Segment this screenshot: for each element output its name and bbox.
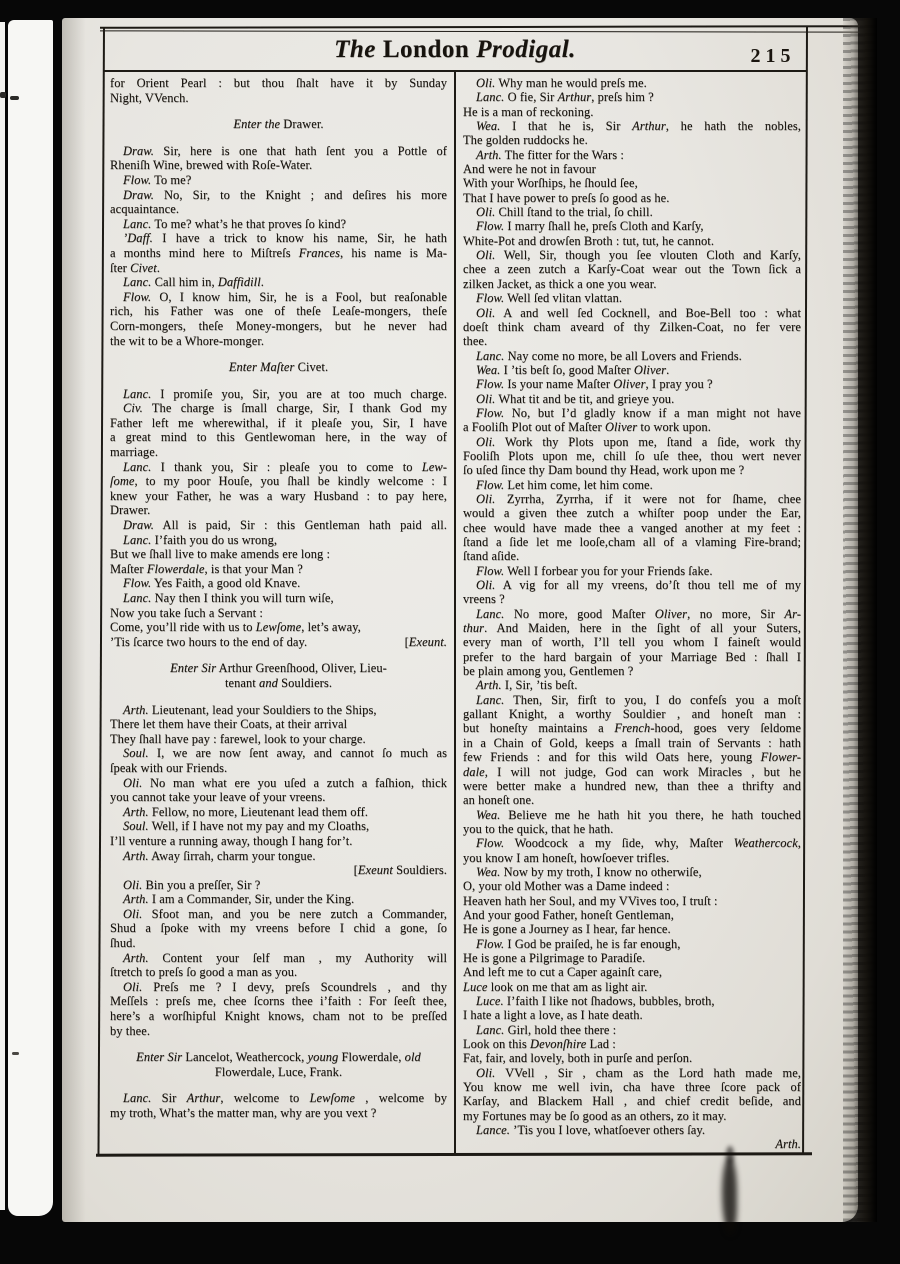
play-text-line: He is gone a Pilgrimage to Paradiſe. — [463, 950, 646, 965]
blank-spacer — [110, 1079, 447, 1091]
play-text-line: the wit to be a Whore-monger. — [110, 333, 265, 348]
play-text-line: gallant Knight, a worthy Souldier , and honeſt man : — [463, 707, 801, 722]
play-text-line: Lanc. I promiſe you, Sir, you are at too much charge. — [123, 386, 447, 401]
play-text-line: a months mind here to Miſtreſs Frances, his name is Ma- — [110, 245, 447, 260]
play-text-line: you cannot take your leave of your vreens. — [110, 790, 326, 805]
play-text-line: rich, his Father was one of theſe Leaſe-mongers, theſe — [110, 304, 447, 319]
play-text-line: ſtand aſide. — [463, 549, 520, 564]
play-text-line: Shud a ſpoke with my vreens before I chid a gone, ſo — [110, 921, 447, 936]
blank-spacer — [110, 649, 447, 661]
play-text-line: He is a man of reckoning. — [463, 104, 594, 119]
play-text-line: And your good Father, honeſt Gentleman, — [463, 907, 674, 922]
play-text-line: Come, you’ll ride with us to Lewſome, let’s away, — [110, 620, 361, 635]
blank-spacer — [110, 375, 447, 387]
stage-direction-line: Flowerdale, Luce, Frank. — [214, 1064, 343, 1079]
frame-rule-top-inner — [100, 30, 860, 33]
play-text-line: Maſter Flowerdale, is that your Man ? — [110, 561, 303, 576]
play-text-line: Lanc. Girl, hold thee there : — [476, 1022, 617, 1037]
play-text-line: zilken Jacket, as thick a one you wear. — [463, 276, 657, 291]
play-text-line: Flow. Well I forbear you for your Friends ſake. — [476, 563, 713, 578]
running-title-the: The — [334, 36, 376, 63]
play-text-line: Lanc. Nay then I think you will turn wiſe, — [123, 591, 334, 605]
play-text-line: Arth. I, Sir, ’tis beſt. — [476, 678, 578, 693]
play-text-line: Arth. Content your ſelf man , my Authority will — [123, 950, 447, 965]
frame-rule-top-outer — [100, 25, 860, 29]
play-text-line: Draw. Sir, here is one that hath ſent you a Pottle of — [123, 143, 447, 158]
play-text-line: ſtand a ſide let me looſe,cham all of a vlaming Fire-brand; — [463, 535, 801, 549]
play-text-line: vreens ? — [463, 592, 505, 607]
play-text-line: Corn-mongers, theſe Money-mongers, but he never had — [110, 318, 447, 333]
book-page — [62, 18, 858, 1222]
play-text-line: And left me to cut a Caper againſt care, — [463, 965, 663, 980]
play-text-line: But we ſhall live to make amends ere long : — [110, 547, 331, 562]
play-text-line: knew your Father, he was a wary Husband : to pay here, — [110, 488, 447, 503]
frame-rule-right — [802, 27, 808, 1155]
stage-direction-line: Enter Sir Arthur Greenſhood, Oliver, Lieu- — [170, 661, 387, 676]
left-text-column — [110, 76, 447, 1121]
play-text-line: Oli. Bin you a preſſer, Sir ? — [123, 877, 261, 892]
play-text-line: Lanc. Nay come no more, be all Lovers and Friends. — [476, 348, 742, 363]
play-text-line: Lanc. To me? what’s he that proves ſo kind? — [123, 216, 347, 231]
play-text-line: dale, I will not judge, God can work Miracles , but he — [463, 764, 801, 779]
play-text-line: Lanc. Call him in, Daffidill. — [123, 275, 264, 290]
blank-spacer — [110, 105, 447, 117]
play-text-line: ſhud. — [110, 936, 136, 951]
play-text-line: for Orient Pearl : but thou ſhalt have it by Sunday — [110, 76, 447, 90]
play-text-line: Fat, fair, and lovely, both in purſe and perſon. — [463, 1051, 693, 1066]
running-title — [103, 36, 807, 64]
play-text-line: ſome, to my poor Houſe, you ſhall be kindly welcome : I — [110, 474, 447, 489]
blank-spacer — [110, 348, 447, 360]
play-text-line: Oli. Chill ſtand to the trial, ſo chill. — [476, 205, 653, 220]
play-text-line: Flow. Woodcock a my ſide, why, Maſter Weathercock, — [476, 836, 801, 851]
play-text-line: Oli. Zyrrha, Zyrrha, if it were not for ſhame, chee — [476, 491, 801, 506]
play-text-line: Now you take ſuch a Servant : — [110, 605, 263, 620]
play-text-line: Luce look on me that am as light air. — [463, 979, 648, 994]
play-text-line: my Fortunes may be ſo good as an others, zo it may. — [463, 1108, 727, 1123]
play-text-line: Flow. Is your name Maſter Oliver, I pray you ? — [476, 377, 713, 392]
right-note-line: Arth. — [775, 1137, 801, 1152]
play-text-line: ſo uſed ſince thy Dam bound thy Head, work upon me ? — [463, 463, 745, 478]
frame-rule-bottom — [96, 1152, 812, 1156]
play-text-line: ’Daff. I have a trick to know his name, Sir, he hath — [123, 231, 447, 246]
play-text-line: chee would have made thee a vanged another at my feet : — [463, 520, 801, 535]
play-text-line: Oli. A and well ſed Cocknell, and Boe-Bell too : what — [476, 305, 801, 320]
play-text-line: a great mind to this Gentlewoman here, in the way of — [110, 430, 447, 445]
play-text-line: You know me well ivin, cha have three ſcore pack of — [463, 1080, 801, 1095]
play-text-line: Oli. No man what ere you uſed a zutch a faſhion, thick — [123, 775, 447, 790]
play-text-line: Karſay, and Blackem Hall , and chief credit beſide, and — [463, 1094, 801, 1109]
play-text-line: Flow. Yes Faith, a good old Knave. — [123, 576, 301, 591]
play-text-line: but honeſty maintains a French-hood, goes very ſeldome — [463, 721, 801, 736]
play-text-line: Wea. Now by my troth, I know no otherwiſe, — [476, 864, 702, 879]
play-text-line: few Friends : and for this wild Oats here, young Flower- — [463, 750, 801, 765]
scan-artifact — [12, 1052, 19, 1055]
play-text-line: Flow. Well ſed vlitan vlattan. — [476, 291, 623, 306]
play-text-line: Night, VVench. — [110, 90, 189, 105]
play-text-line: O, your old Mother was a Dame indeed : — [463, 879, 670, 894]
play-text-line: a Fooliſh Plot out of Maſter Oliver to work upon. — [463, 420, 711, 435]
play-text-line: Lanc. Then, Sir, firſt to you, I do confeſs you a moſt — [476, 692, 801, 707]
play-text-line: There let them have their Coats, at their arrival — [110, 717, 348, 732]
play-text-line: Drawer. — [110, 503, 151, 518]
scan-artifact — [10, 96, 19, 100]
play-text-line: Lanc. O fie, Sir Arthur, preſs him ? — [476, 90, 654, 105]
play-text-line: They ſhall have pay : farewel, look to your charge. — [110, 731, 366, 746]
play-text-line: be plain among you, Gentlemen ? — [463, 664, 634, 679]
play-text-line: That I have power to preſs ſo good as he. — [463, 190, 670, 205]
play-text-line: thee. — [463, 334, 488, 349]
play-text-line: I hate a light a love, as I hate death. — [463, 1008, 643, 1023]
column-divider-rule — [454, 71, 456, 1153]
play-text-line: Flow. O, I know him, Sir, he is a Fool, but reaſonable — [123, 289, 447, 304]
play-text-line: I’ll venture a running away, though I hang for’t. — [110, 833, 353, 848]
play-text-line: Oli. What tit and be tit, and grieye you. — [476, 391, 675, 406]
play-text-line: Oli. Why man he would preſs me. — [476, 76, 647, 90]
play-text-line: ſter Civet. — [110, 260, 160, 275]
play-text-line: Flow. I marry ſhall he, preſs Cloth and Karſy, — [476, 219, 704, 234]
play-text-line: Rheniſh Wine, brewed with Roſe-Water. — [110, 158, 313, 173]
play-text-line: Arth. Away ſirrah, charm your tongue. — [123, 848, 316, 863]
play-text-line: And were he not in favour — [463, 162, 596, 177]
ink-smudge — [722, 1158, 737, 1234]
play-text-line: my troth, What’s the matter man, why are you vext ? — [110, 1106, 377, 1120]
play-text-line: Lanc. No more, good Maſter Oliver, no more, Sir Ar- — [476, 606, 801, 621]
play-text-line: an honeſt one. — [463, 793, 535, 808]
page-number: 215 — [750, 45, 796, 67]
play-text-line: Arth. Lieutenant, lead your Souldiers to the Ships, — [123, 702, 377, 717]
play-text-line: The golden ruddocks he. — [463, 133, 588, 148]
play-text-line — [110, 635, 447, 650]
play-text-line: Draw. All is paid, Sir : this Gentleman hath paid all. — [123, 518, 447, 533]
play-text-line: Arth. Fellow, no more, Lieutenant lead them off. — [123, 804, 368, 819]
play-text-line: Soul. Well, if I have not my pay and my Cloaths, — [123, 819, 370, 834]
adjacent-page-edge — [8, 20, 53, 1216]
play-text-line: Wea. I that he is, Sir Arthur, he hath the nobles, — [476, 119, 801, 134]
play-text-line: here’s a worſhipful Knight knows, cham not to be preſſed — [110, 1009, 447, 1024]
play-text-line: Fooliſh Plots upon me, chill ſo uſe thee, thou wert never — [463, 448, 801, 463]
play-text-line: Draw. No, Sir, to the Knight ; and deſires his more — [123, 187, 447, 202]
play-text-line: doeſt think cham aveard of thy Zilken-Coat, no fer vere — [463, 319, 801, 334]
scan-artifact — [0, 92, 6, 98]
play-text-line: Soul. I, we are now ſent away, and cannot ſo much as — [123, 746, 447, 761]
play-text-line: Oli. Well, Sir, though you ſee vlouten Cloth and Karſy, — [476, 248, 801, 263]
play-text-line: Flow. No, but I’d gladly know if a man might not have — [476, 405, 801, 420]
play-text-line: Lanc. Sir Arthur, welcome to Lewſome , welcome by — [123, 1091, 447, 1106]
play-text-line: Wea. Believe me he hath hit you there, he hath touched — [476, 807, 801, 822]
play-text-line: acquaintance. — [110, 202, 180, 217]
blank-spacer — [110, 691, 447, 703]
play-text-line: chee a zeen zutch a Karſy-Coat wear out the Town ſick a — [463, 262, 801, 277]
stage-direction-line: Enter Maſter Civet. — [228, 360, 329, 375]
verse-line: ’Tis ſcarce two hours to the end of day. — [110, 634, 308, 649]
play-text-line: Oli. Work thy Plots upon me, ſtand a ſide, work thy — [476, 434, 801, 449]
running-title-prodigal: Prodigal. — [476, 36, 576, 63]
play-text-line: Oli. A vig for all my vreens, do’ſt thou tell me of my — [476, 578, 801, 593]
play-text-line: would a given thee zutch a whiſter poop under the Ear, — [463, 506, 801, 521]
play-text-line: Father left me wherewithal, if it pleaſe you, Sir, I have — [110, 415, 447, 430]
play-text-line: thur. And Maiden, here in the ſight of all your Suters, — [463, 621, 801, 636]
play-text-line: He is gone a Journey as I hear, far hence. — [463, 922, 671, 937]
stage-direction-line: Enter the Drawer. — [233, 117, 324, 132]
play-text-line: Meſſels : preſs me, chee ſcorns thee i’faith : For ſeeſt thee, — [110, 994, 447, 1009]
play-text-line: Arth. I am a Commander, Sir, under the King. — [123, 892, 355, 907]
blank-spacer — [110, 1038, 447, 1050]
play-text-line: prefer to the hard bargain of your Marriage Bed : ſhall I — [463, 649, 801, 664]
play-text-line: in a Chain of Gold, keeps a ſmall train of Servants : hath — [463, 735, 801, 750]
exit-direction: [Exeunt. — [404, 634, 447, 649]
play-text-line: Wea. I ’tis beſt ſo, good Maſter Oliver. — [476, 362, 670, 377]
play-text-line: you to the quick, that he hath. — [463, 821, 614, 836]
play-text-line: Look on this Devonſhire Lad : — [463, 1037, 616, 1052]
right-note-line: [Exeunt Souldiers. — [353, 863, 447, 878]
ink-smudge — [726, 1146, 734, 1164]
frame-rule-left — [97, 27, 104, 1155]
play-text-line: ſtretch to preſs ſo good a man as you. — [110, 965, 298, 980]
play-text-line: every man of worth, I’ll tell you whom I faineſt would — [463, 635, 801, 650]
play-text-line: marriage. — [110, 445, 159, 460]
play-text-line: Flow. To me? — [123, 172, 192, 187]
stage-direction-line: tenant and Souldiers. — [224, 675, 333, 690]
right-text-column — [463, 76, 801, 1152]
play-text-line: Oli. Preſs me ? I devy, preſs Scoundrels , and thy — [123, 979, 447, 994]
play-text-line: Oli. Sfoot man, and you be nere zutch a Commander, — [123, 906, 447, 921]
play-text-line: ſpeak with our Friends. — [110, 760, 228, 775]
play-text-line: were better make a hundred new, than thee a thrifty and — [463, 778, 801, 793]
play-text-line: Oli. VVell , Sir , cham as the Lord hath made me, — [476, 1065, 801, 1080]
play-text-line: With your Worſhips, he ſhould ſee, — [463, 176, 638, 191]
play-text-line: Flow. I God be praiſed, he is far enough, — [476, 936, 681, 951]
play-text-line: Heaven hath her Soul, and my VVives too, I truſt : — [463, 893, 718, 908]
play-text-line: Luce. I’faith I like not ſhadows, bubbles, broth, — [476, 994, 715, 1008]
play-text-line: Arth. The fitter for the Wars : — [476, 147, 624, 162]
play-text-line: Flow. Let him come, let him come. — [476, 477, 653, 492]
play-text-line: Civ. The charge is ſmall charge, Sir, I thank God my — [123, 401, 447, 416]
play-text-line: Lance. ’Tis you I love, whatſoever others ſay. — [476, 1123, 706, 1138]
running-title-london: London — [382, 36, 470, 63]
play-text-line: Lanc. I’faith you do us wrong, — [123, 532, 278, 547]
play-text-line: White-Pot and drowſen Broth : tut, tut, he cannot. — [463, 233, 715, 248]
blank-spacer — [110, 132, 447, 144]
stage-direction-line: Enter Sir Lancelot, Weathercock, young Flowerdale, old — [136, 1050, 421, 1065]
scan-left-sliver — [0, 22, 5, 1210]
play-text-line: you know I am honeſt, howſoever trifles. — [463, 850, 670, 865]
play-text-line: Lanc. I thank you, Sir : pleaſe you to come to Lew- — [123, 459, 447, 474]
play-text-line: by thee. — [110, 1023, 151, 1038]
